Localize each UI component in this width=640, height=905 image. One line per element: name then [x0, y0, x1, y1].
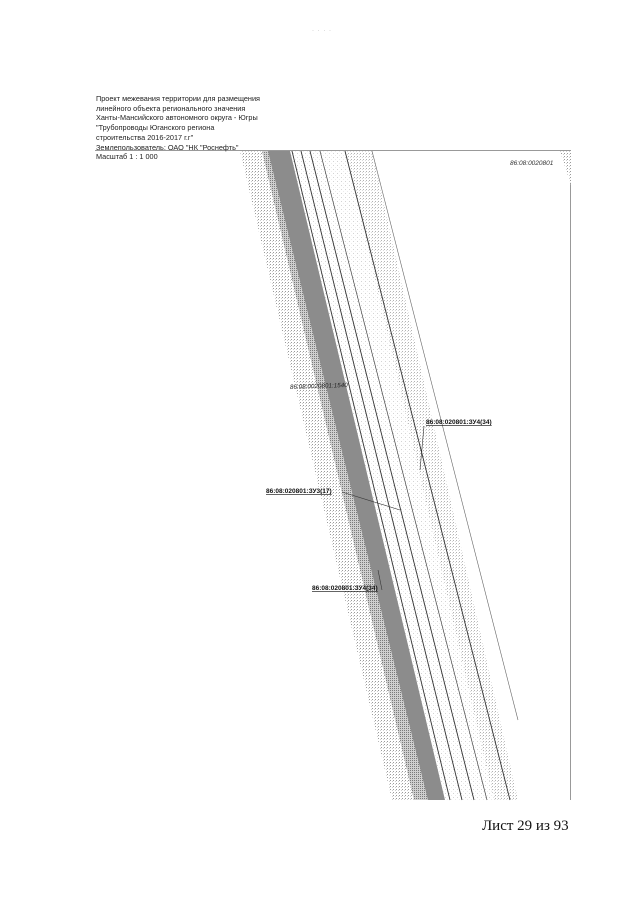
- parcel-label-zu4-lower: 86:08:020801:ЗУ4(34): [312, 585, 378, 592]
- top-page-mark: · · · ·: [312, 28, 332, 34]
- page-number: Лист 29 из 93: [482, 818, 569, 834]
- cadastral-quarter-label: 86:08:0020801: [510, 160, 554, 167]
- parcel-label-zu4-upper: 86:08:020801:ЗУ4(34): [426, 419, 492, 426]
- parcel-label-1540: 86:08:0020801:1540: [289, 381, 348, 391]
- corner-stipple: [560, 151, 571, 185]
- parcel-label-zu3: 86:08:020801:ЗУ3(17): [266, 488, 332, 495]
- map-title-block: Проект межевания территории для размещения линейного объекта регионального значения Ханты-Мансийского автономного округа - Югры "Трубопроводы Юганского региона строительства 2016-2017 г.г" Землепользователь: ОАО "НК "Роснефть" Масштаб 1 : 1 000: [96, 94, 260, 162]
